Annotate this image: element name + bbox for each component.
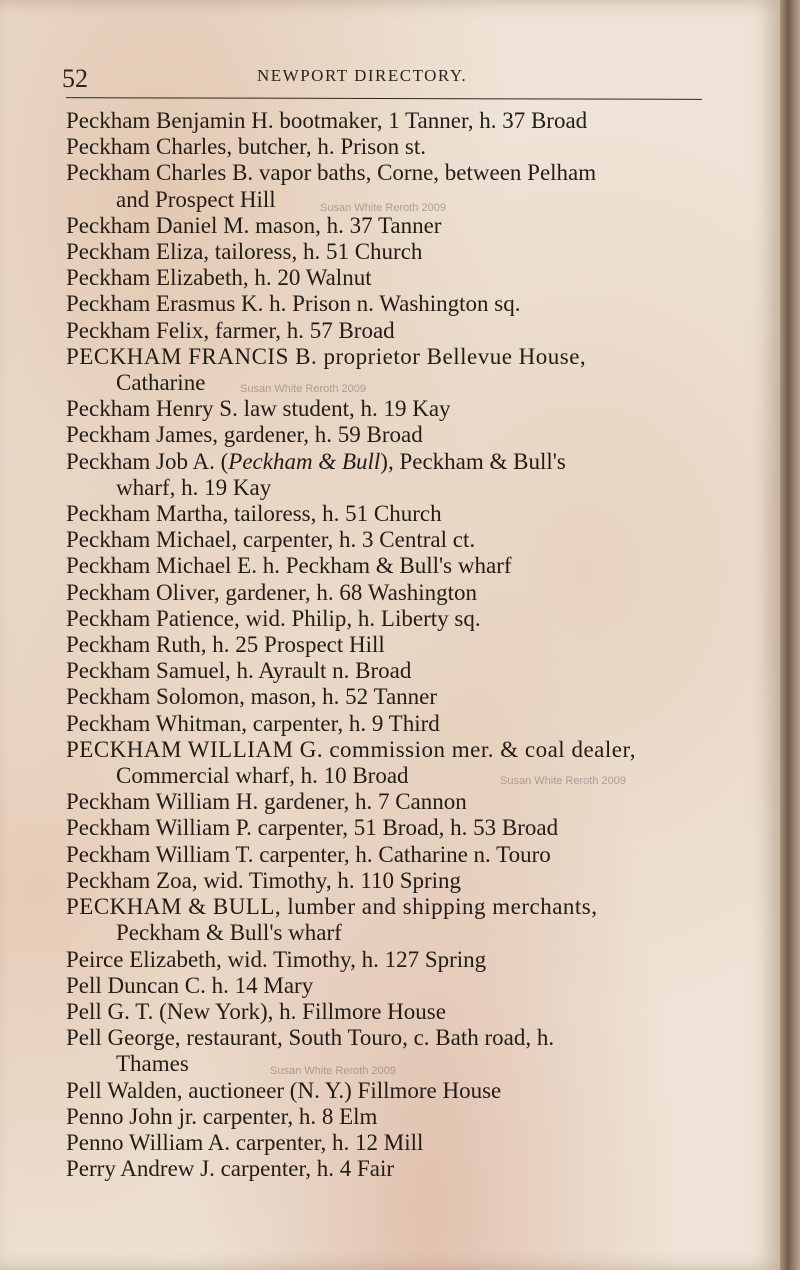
directory-entry: Peckham Henry S. law student, h. 19 Kay xyxy=(66,396,451,422)
directory-entry: Peckham William H. gardener, h. 7 Cannon xyxy=(66,789,467,815)
directory-entry: Peckham Samuel, h. Ayrault n. Broad xyxy=(66,658,412,684)
directory-entry: Penno William A. carpenter, h. 12 Mill xyxy=(66,1129,424,1155)
directory-entry: PECKHAM & BULL, lumber and shipping merchants, Peckham & Bull's wharf xyxy=(66,894,716,946)
directory-entry: Peirce Elizabeth, wid. Timothy, h. 127 Spring xyxy=(66,946,487,972)
entry-continuation: Peckham & Bull's wharf xyxy=(116,920,342,946)
directory-entry: Peckham Charles B. vapor baths, Corne, between Pelham and Prospect Hill xyxy=(66,160,716,212)
directory-entry: Peckham Martha, tailoress, h. 51 Church xyxy=(66,501,442,527)
directory-entry: Peckham Benjamin H. bootmaker, 1 Tanner, h. 37 Broad xyxy=(66,108,588,133)
entry-continuation: Catharine xyxy=(116,370,206,396)
directory-entry: Peckham James, gardener, h. 59 Broad xyxy=(66,422,423,448)
directory-entry: Peckham Daniel M. mason, h. 37 Tanner xyxy=(66,212,442,238)
entry-continuation: Commercial wharf, h. 10 Broad xyxy=(116,763,409,789)
page-number: 52 xyxy=(62,64,88,93)
directory-entry: PECKHAM FRANCIS B. proprietor Bellevue House, Catharine xyxy=(66,344,716,396)
directory-entry: Peckham Erasmus K. h. Prison n. Washington sq. xyxy=(66,291,521,317)
directory-entry: Peckham Whitman, carpenter, h. 9 Third xyxy=(66,710,440,736)
entry-continuation: and Prospect Hill xyxy=(116,186,276,212)
watermark: Susan White Reroth 2009 xyxy=(240,383,366,395)
directory-entry: Perry Andrew J. carpenter, h. 4 Fair xyxy=(66,1156,395,1182)
watermark: Susan White Reroth 2009 xyxy=(270,1065,396,1077)
directory-entry: Pell Walden, auctioneer (N. Y.) Fillmore House xyxy=(66,1077,502,1103)
directory-entry: Peckham Michael, carpenter, h. 3 Central ct. xyxy=(66,527,476,553)
running-head: NEWPORT DIRECTORY. xyxy=(257,66,468,85)
directory-entry: Peckham Ruth, h. 25 Prospect Hill xyxy=(66,632,385,658)
directory-entry: Peckham Patience, wid. Philip, h. Liberty sq. xyxy=(66,605,481,631)
directory-entry: PECKHAM WILLIAM G. commission mer. & coal dealer, Commercial wharf, h. 10 Broad xyxy=(66,737,716,789)
directory-entry: Peckham Oliver, gardener, h. 68 Washington xyxy=(66,579,478,605)
directory-entry: Peckham Elizabeth, h. 20 Walnut xyxy=(66,265,372,291)
directory-entry: Pell Duncan C. h. 14 Mary xyxy=(66,972,314,998)
directory-entry: Peckham Michael E. h. Peckham & Bull's wharf xyxy=(66,553,512,579)
directory-entry: Peckham Felix, farmer, h. 57 Broad xyxy=(66,317,395,343)
book-binding xyxy=(780,0,800,1270)
directory-entry: Peckham William P. carpenter, 51 Broad, h. 53 Broad xyxy=(66,815,559,841)
entry-continuation: wharf, h. 19 Kay xyxy=(116,474,272,500)
directory-entry: Peckham Zoa, wid. Timothy, h. 110 Spring xyxy=(66,867,462,893)
directory-entry: Penno John jr. carpenter, h. 8 Elm xyxy=(66,1103,378,1129)
directory-entry: Pell G. T. (New York), h. Fillmore House xyxy=(66,998,446,1024)
entry-continuation: Thames xyxy=(116,1051,189,1077)
watermark: Susan White Reroth 2009 xyxy=(320,202,446,214)
directory-entry: Peckham Eliza, tailoress, h. 51 Church xyxy=(66,239,423,265)
page-header xyxy=(62,58,702,98)
directory-entry: Pell George, restaurant, South Touro, c. Bath road, h. Thames xyxy=(66,1025,716,1077)
directory-entry: Peckham Solomon, mason, h. 52 Tanner xyxy=(66,684,438,710)
directory-entry: Peckham Charles, butcher, h. Prison st. xyxy=(66,134,426,160)
directory-entry: Peckham Job A. (Peckham & Bull), Peckham & Bull's wharf, h. 19 Kay xyxy=(66,449,716,501)
watermark: Susan White Reroth 2009 xyxy=(500,775,626,787)
directory-entries xyxy=(66,108,716,1182)
directory-entry: Peckham William T. carpenter, h. Catharine n. Touro xyxy=(66,841,551,867)
